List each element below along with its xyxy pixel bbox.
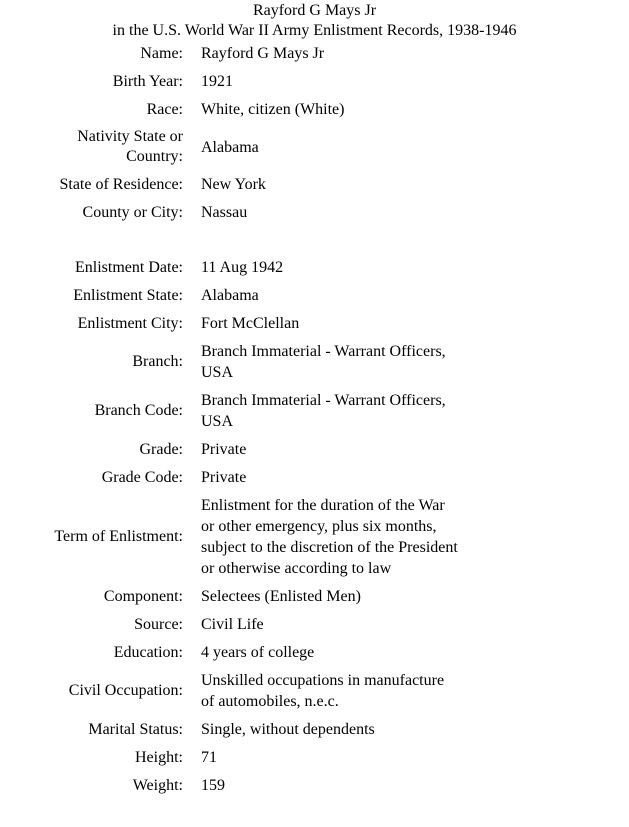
grade-code-value-line: Private [201, 469, 247, 486]
field-row-weight [0, 775, 629, 796]
civil-occupation-value-line: Unskilled occupations in manufacture [201, 672, 445, 689]
branch-code-value [201, 390, 511, 432]
county-or-city-label-line: County or City: [82, 203, 183, 221]
weight-value [201, 775, 511, 796]
field-row-enlistment-state [0, 285, 629, 306]
field-row-height [0, 747, 629, 768]
field-row-branch [0, 341, 629, 383]
civil-occupation-value [201, 670, 511, 712]
source-label [0, 615, 183, 635]
record-collection: in the U.S. World War II Army Enlistment Records, 1938-1946 [112, 22, 517, 39]
field-row-enlistment-date [0, 257, 629, 278]
term-of-enlistment-value-line: or otherwise according to law [201, 560, 392, 577]
race-label-line: Race: [146, 100, 183, 118]
enlistment-city-label [0, 314, 183, 334]
name-value [201, 43, 511, 64]
field-row-county-or-city [0, 202, 629, 223]
height-value [201, 747, 511, 768]
component-value-line: Selectees (Enlisted Men) [201, 588, 361, 605]
term-of-enlistment-value-line: subject to the discretion of the President [201, 539, 458, 556]
field-row-civil-occupation [0, 670, 629, 712]
enlistment-date-label [0, 258, 183, 278]
name-label-line: Name: [140, 44, 183, 62]
weight-label-line: Weight: [132, 776, 183, 794]
marital-status-value [201, 719, 511, 740]
marital-status-value-line: Single, without dependents [201, 721, 375, 738]
enlistment-state-value [201, 285, 511, 306]
nativity-label-line: Country: [126, 148, 183, 165]
personal-fields [0, 43, 629, 223]
field-row-name [0, 43, 629, 64]
state-of-residence-label [0, 175, 183, 195]
source-label-line: Source: [134, 615, 183, 633]
enlistment-fields [0, 257, 629, 796]
enlistment-state-label-line: Enlistment State: [73, 286, 183, 304]
grade-value-line: Private [201, 441, 247, 458]
county-or-city-value [201, 202, 511, 223]
education-value [201, 642, 511, 663]
field-row-grade [0, 439, 629, 460]
component-value [201, 586, 511, 607]
field-row-grade-code [0, 467, 629, 488]
field-row-component [0, 586, 629, 607]
field-row-state-of-residence [0, 174, 629, 195]
field-row-source [0, 614, 629, 635]
county-or-city-label [0, 203, 183, 223]
branch-label-line: Branch: [132, 353, 183, 370]
race-value-line: White, citizen (White) [201, 101, 345, 118]
branch-label [0, 352, 183, 372]
field-row-education [0, 642, 629, 663]
term-of-enlistment-value-line: or other emergency, plus six months, [201, 518, 437, 535]
component-label [0, 587, 183, 607]
enlistment-date-value [201, 257, 511, 278]
birth-year-label [0, 72, 183, 92]
nativity-label-line: Nativity State or [77, 128, 183, 145]
birth-year-label-line: Birth Year: [112, 72, 183, 90]
term-of-enlistment-value-line: Enlistment for the duration of the War [201, 497, 445, 514]
civil-occupation-value-line: of automobiles, n.e.c. [201, 693, 339, 710]
height-label-line: Height: [135, 748, 183, 766]
marital-status-label-line: Marital Status: [88, 720, 183, 738]
state-of-residence-label-line: State of Residence: [59, 175, 183, 193]
marital-status-label [0, 720, 183, 740]
name-value-line: Rayford G Mays Jr [201, 45, 325, 62]
enlistment-date-label-line: Enlistment Date: [75, 258, 183, 276]
enlistment-city-value-line: Fort McClellan [201, 315, 300, 332]
grade-value [201, 439, 511, 460]
field-row-nativity [0, 127, 629, 167]
branch-value-line: USA [201, 364, 234, 381]
grade-label-line: Grade: [139, 440, 183, 458]
nativity-label [0, 127, 183, 167]
section-spacer [0, 230, 629, 257]
record-title: Rayford G Mays Jr [252, 2, 377, 19]
enlistment-city-label-line: Enlistment City: [77, 314, 183, 332]
nativity-value [201, 137, 511, 158]
grade-label [0, 440, 183, 460]
height-label [0, 748, 183, 768]
county-or-city-value-line: Nassau [201, 204, 248, 221]
weight-value-line: 159 [201, 777, 225, 794]
enlistment-date-value-line: 11 Aug 1942 [201, 259, 284, 276]
state-of-residence-value [201, 174, 511, 195]
branch-code-label [0, 401, 183, 421]
term-of-enlistment-label-line: Term of Enlistment: [54, 528, 183, 545]
state-of-residence-value-line: New York [201, 176, 266, 193]
civil-occupation-label-line: Civil Occupation: [68, 682, 183, 699]
race-label [0, 100, 183, 120]
civil-occupation-label [0, 681, 183, 701]
field-row-marital-status [0, 719, 629, 740]
weight-label [0, 776, 183, 796]
branch-code-value-line: USA [201, 413, 234, 430]
height-value-line: 71 [201, 749, 217, 766]
grade-code-value [201, 467, 511, 488]
branch-code-label-line: Branch Code: [94, 402, 183, 419]
source-value-line: Civil Life [201, 616, 264, 633]
education-value-line: 4 years of college [201, 644, 315, 661]
branch-code-value-line: Branch Immaterial - Warrant Officers, [201, 392, 446, 409]
grade-code-label [0, 468, 183, 488]
field-row-enlistment-city [0, 313, 629, 334]
birth-year-value [201, 71, 511, 92]
birth-year-value-line: 1921 [201, 73, 233, 90]
field-row-birth-year [0, 71, 629, 92]
term-of-enlistment-label [0, 527, 183, 547]
source-value [201, 614, 511, 635]
branch-value [201, 341, 511, 383]
record-header [0, 1, 629, 41]
enlistment-city-value [201, 313, 511, 334]
enlistment-state-value-line: Alabama [201, 287, 259, 304]
grade-code-label-line: Grade Code: [101, 468, 183, 486]
record-details [0, 43, 629, 803]
branch-value-line: Branch Immaterial - Warrant Officers, [201, 343, 446, 360]
field-row-branch-code [0, 390, 629, 432]
nativity-value-line: Alabama [201, 138, 259, 156]
enlistment-state-label [0, 286, 183, 306]
name-label [0, 44, 183, 64]
component-label-line: Component: [103, 587, 183, 605]
field-row-term-of-enlistment [0, 495, 629, 579]
education-label [0, 643, 183, 663]
education-label-line: Education: [113, 643, 183, 661]
field-row-race [0, 99, 629, 120]
race-value [201, 99, 511, 120]
term-of-enlistment-value [201, 495, 511, 579]
